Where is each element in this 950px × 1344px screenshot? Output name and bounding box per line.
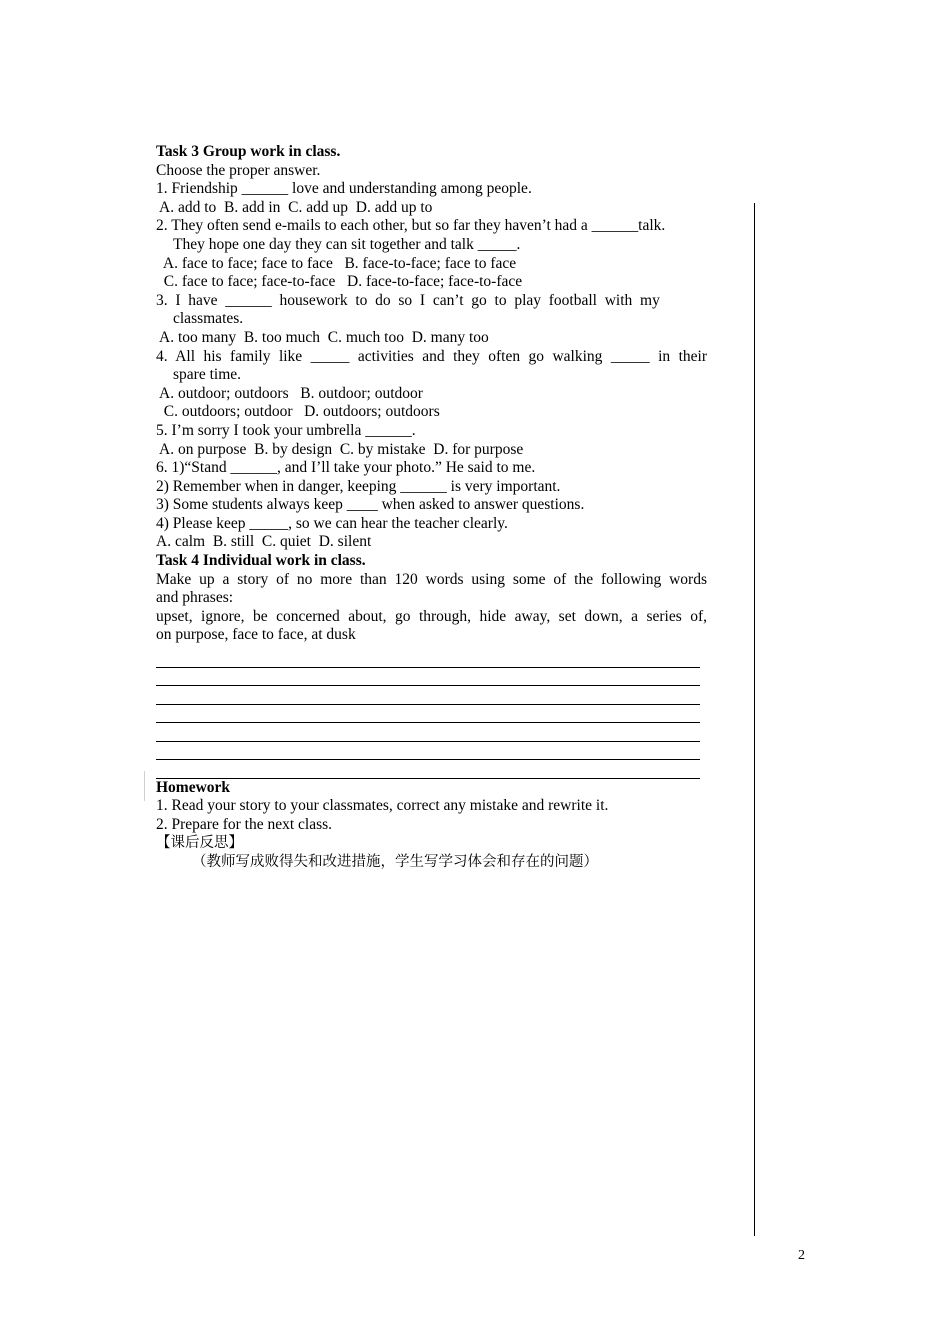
margin-tick-mark [144,771,145,801]
question-1-options: A. add to B. add in C. add up D. add up to [156,198,433,216]
task4-instruction-line-1: Make up a story of no more than 120 words using some of the following words [156,570,707,588]
question-6-part-2: 2) Remember when in danger, keeping ______ is very important. [156,477,561,495]
question-2-options-2: C. face to face; face-to-face D. face-to-face; face-to-face [156,273,523,291]
task4-heading: Task 4 Individual work in class. [156,552,366,570]
question-4-options-1: A. outdoor; outdoors B. outdoor; outdoor [156,384,423,402]
question-2-line-1: 2. They often send e-mails to each other, but so far they haven’t had a ______talk. [156,217,666,235]
question-3-options: A. too many B. too much C. much too D. many too [156,328,489,346]
homework-heading: Homework [156,778,231,796]
question-4-line-2: spare time. [173,366,242,384]
task3-heading: Task 3 Group work in class. [156,143,341,160]
homework-item-1: 1. Read your story to your classmates, correct any mistake and rewrite it. [156,797,609,815]
question-4-line-1: 4. All his family like _____ activities and they often go walking _____ in their [156,347,707,365]
margin-rule-line [754,203,755,1236]
question-3-line-2: classmates. [173,310,244,328]
question-3-line-1: 3. I have ______ housework to do so I can’t go to play football with my [156,291,660,309]
task4-words-line-1: upset, ignore, be concerned about, go through, hide away, set down, a series of, [156,607,707,625]
task3-instruction: Choose the proper answer. [156,161,321,179]
writing-line[interactable] [156,686,700,705]
question-5-options: A. on purpose B. by design C. by mistake D. for purpose [156,440,524,458]
question-6-options: A. calm B. still C. quiet D. silent [156,533,372,551]
task4-instruction-line-2: and phrases: [156,589,234,607]
question-6-part-1: 6. 1)“Stand ______, and I’ll take your photo.” He said to me. [156,459,536,477]
reflection-heading: 【课后反思】 [156,835,243,852]
writing-line[interactable] [156,742,700,761]
writing-line[interactable] [156,723,700,742]
question-6-part-3: 3) Some students always keep ____ when asked to answer questions. [156,496,585,514]
task4-words-line-2: on purpose, face to face, at dusk [156,626,356,644]
writing-area[interactable] [156,649,707,779]
writing-line[interactable] [156,668,700,687]
writing-line[interactable] [156,760,700,779]
writing-line[interactable] [156,705,700,724]
worksheet-content [156,143,707,872]
question-2-line-2: They hope one day they can sit together and talk _____. [173,235,521,253]
homework-item-2: 2. Prepare for the next class. [156,815,333,833]
reflection-note: （教师写成败得失和改进措施，学生写学习体会和存在的问题） [192,853,598,870]
writing-line[interactable] [156,649,700,668]
page-number: 2 [798,1248,805,1263]
question-2-options-1: A. face to face; face to face B. face-to-face; face to face [156,254,517,272]
question-4-options-2: C. outdoors; outdoor D. outdoors; outdoors [156,403,440,421]
question-5: 5. I’m sorry I took your umbrella ______. [156,421,416,439]
question-6-part-4: 4) Please keep _____, so we can hear the teacher clearly. [156,514,508,532]
question-1: 1. Friendship ______ love and understanding among people. [156,180,532,198]
